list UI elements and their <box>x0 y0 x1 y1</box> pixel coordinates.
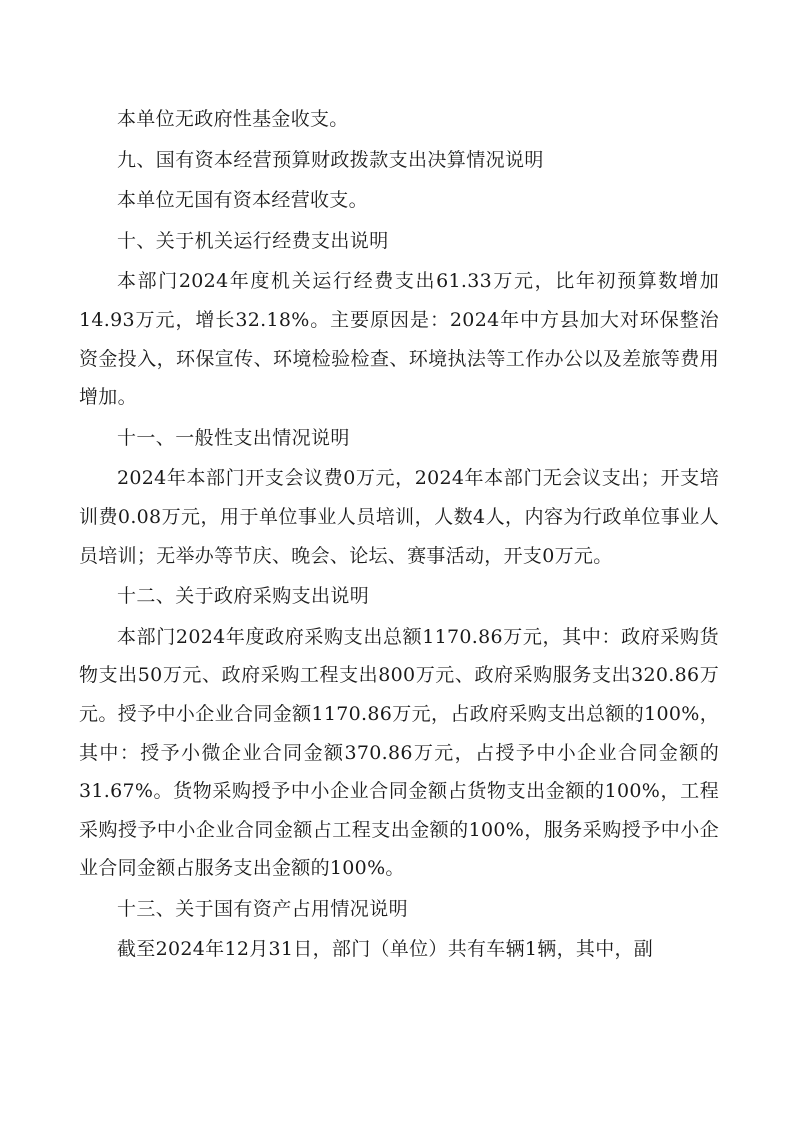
paragraph-operating-costs: 本部门2024年度机关运行经费支出61.33万元，比年初预算数增加14.93万元，增长32.18%。主要原因是：2024年中方县加大对环保整治资金投入，环保宣传、环境检验检查、环境执法等工作办公以及差旅等费用增加。 <box>79 270 719 409</box>
paragraph-assets: 截至2024年12月31日，部门（单位）共有车辆1辆，其中，副 <box>117 938 654 961</box>
paragraph-no-government-fund: 本单位无政府性基金收支。 <box>117 108 349 130</box>
document-body <box>79 100 719 969</box>
section-heading-11: 十一、一般性支出情况说明 <box>117 426 350 449</box>
section-heading-13: 十三、关于国有资产占用情况说明 <box>117 897 409 920</box>
section-heading-12: 十二、关于政府采购支出说明 <box>117 585 370 608</box>
section-heading-10: 十、关于机关运行经费支出说明 <box>117 229 389 252</box>
paragraph-no-state-capital: 本单位无国有资本经营收支。 <box>117 189 368 212</box>
paragraph-general-expenses: 2024年本部门开支会议费0万元，2024年本部门无会议支出；开支培训费0.08万元，用于单位事业人员培训，人数4人，内容为行政单位事业人员培训；无举办等节庆、晚会、论坛、赛事活动，开支0万元。 <box>79 467 719 567</box>
paragraph-procurement: 本部门2024年度政府采购支出总额1170.86万元，其中：政府采购货物支出50万元、政府采购工程支出800万元、政府采购服务支出320.86万元。授予中小企业合同金额1170.86万元，占政府采购支出总额的100%，其中：授予小微企业合同金额370.86万元，占授予中小企业合同金额的31.67%。货物采购授予中小企业合同金额占货物支出金额的100%，工程采购授予中小企业合同金额占工程支出金额的100%，服务采购授予中小企业合同金额占服务支出金额的100%。 <box>79 625 719 880</box>
section-heading-9: 九、国有资本经营预算财政拨款支出决算情况说明 <box>117 148 544 171</box>
